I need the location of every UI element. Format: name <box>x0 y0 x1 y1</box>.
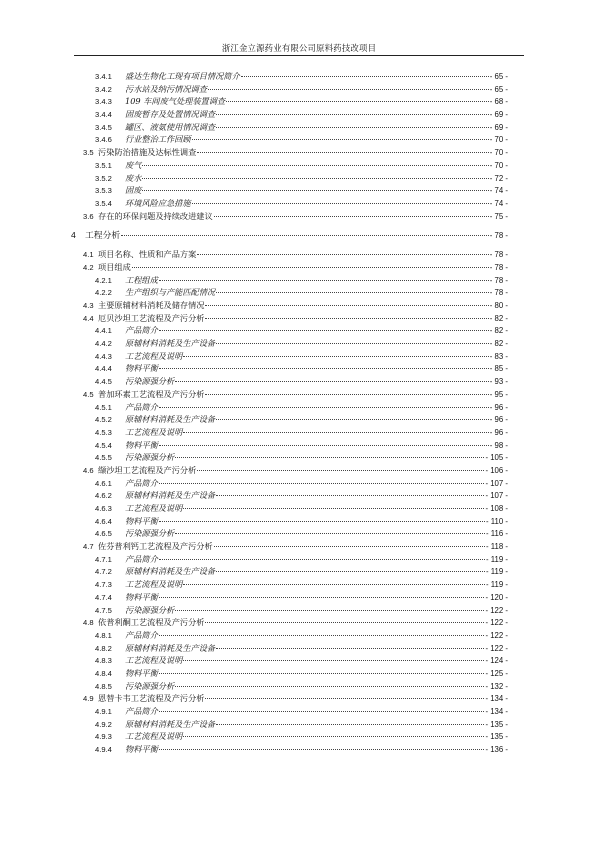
dot-leader <box>216 292 489 293</box>
toc-entry-page: - 80 - <box>489 301 508 310</box>
toc-entry-number: 4.8.5 <box>95 681 112 691</box>
toc-entry-page: - 125 - <box>485 668 508 678</box>
toc-entry-page: - 78 - <box>489 262 508 272</box>
dot-leader <box>175 686 484 687</box>
toc-entry-number: 4.5.2 <box>95 415 112 425</box>
toc-entry-title: 原辅材料消耗及生产设备 <box>125 642 216 653</box>
toc-entry[interactable] <box>0 261 595 274</box>
toc-entry[interactable] <box>0 413 595 426</box>
dot-leader <box>197 152 489 153</box>
toc-entry-number: 4.5.3 <box>95 427 112 437</box>
toc-entry-page: - 69 - <box>489 122 508 132</box>
toc-entry-title: 依普利酮工艺流程及产污分析 <box>98 617 205 628</box>
toc-entry-page: - 122 - <box>485 643 508 653</box>
toc-entry-title: 原辅材料消耗及生产设备 <box>125 490 216 501</box>
toc-entry-page: - 122 - <box>485 630 508 640</box>
dot-leader <box>175 610 484 611</box>
dot-leader <box>183 432 488 433</box>
dot-leader <box>208 89 489 90</box>
toc-entry[interactable] <box>0 515 595 528</box>
toc-entry-page: - 108 - <box>485 504 508 513</box>
toc-entry[interactable] <box>0 248 595 261</box>
toc-entry-number: 4.6.3 <box>95 504 112 513</box>
toc-entry[interactable] <box>0 146 595 159</box>
dot-leader <box>241 76 489 77</box>
toc-entry-page: - 65 - <box>489 72 508 81</box>
toc-entry[interactable] <box>0 464 595 477</box>
dot-leader <box>216 495 484 496</box>
dot-leader <box>197 470 484 471</box>
toc-entry[interactable] <box>0 578 595 591</box>
dot-leader <box>142 178 488 179</box>
toc-entry-title: 原辅材料消耗及生产设备 <box>125 566 216 577</box>
toc-entry-number: 4.7 <box>83 542 94 552</box>
toc-entry[interactable] <box>0 95 595 108</box>
toc-entry-number: 4.8 <box>83 618 94 628</box>
toc-entry-number: 4.8.2 <box>95 643 112 653</box>
dot-leader <box>175 457 484 458</box>
toc-entry-page: - 85 - <box>489 364 508 374</box>
toc-entry-page: - 106 - <box>485 465 508 475</box>
dot-leader <box>159 559 485 560</box>
toc-entry-number: 4.7.4 <box>95 592 112 602</box>
toc-entry-number: 4.7.1 <box>95 554 112 564</box>
dot-leader <box>159 483 485 484</box>
toc-entry-page: - 96 - <box>489 402 508 412</box>
toc-entry-title: 工艺流程及说明 <box>125 426 183 437</box>
toc-entry[interactable] <box>0 286 595 299</box>
toc-entry-page: - 107 - <box>485 478 508 488</box>
dot-leader <box>183 508 484 509</box>
dot-leader <box>183 356 488 357</box>
toc-entry-page: - 105 - <box>485 453 508 463</box>
toc-entry-page: - 74 - <box>489 186 508 196</box>
toc-entry-page: - 118 - <box>486 542 508 552</box>
toc-entry-number: 4.6.2 <box>95 491 112 501</box>
toc-entry-number: 4.4 <box>83 313 94 323</box>
toc-entry-number: 4.7.2 <box>95 567 112 577</box>
toc-entry[interactable] <box>0 375 595 388</box>
dot-leader <box>159 521 485 522</box>
toc-entry[interactable] <box>0 210 595 223</box>
dot-leader <box>216 114 489 115</box>
toc-entry-title: 废水 <box>125 172 142 183</box>
toc-entry-page: - 82 - <box>489 313 508 323</box>
toc-entry-title: 厄贝沙坦工艺流程及产污分析 <box>98 312 205 323</box>
toc-entry-page: - 78 - <box>489 250 508 260</box>
toc-entry-title: 工艺流程及说明 <box>125 503 183 513</box>
dot-leader <box>175 533 485 534</box>
toc-entry[interactable] <box>0 439 595 452</box>
toc-entry-number: 4.4.2 <box>95 339 112 349</box>
toc-entry-title: 工艺流程及说明 <box>125 579 183 590</box>
toc-entry-number: 3.5 <box>83 148 94 158</box>
dot-leader <box>121 235 489 236</box>
toc-entry-page: - 116 - <box>486 529 508 539</box>
toc-entry-number: 4.6.1 <box>95 478 112 488</box>
toc-entry[interactable] <box>0 591 595 604</box>
toc-entry-number: 4.2 <box>83 262 94 272</box>
toc-entry[interactable] <box>0 692 595 705</box>
toc-entry-title: 固废暂存及处置情况调查 <box>125 109 216 120</box>
toc-entry[interactable] <box>0 680 595 693</box>
toc-entry[interactable] <box>0 83 595 96</box>
toc-entry-title: 污染源强分析 <box>125 452 175 463</box>
dot-leader <box>216 419 489 420</box>
toc-entry-page: - 134 - <box>485 694 508 704</box>
toc-entry-number: 4.1 <box>83 250 94 260</box>
toc-entry-number: 3.4.2 <box>95 84 112 94</box>
toc-entry-title: 生产组织与产能匹配情况 <box>125 287 216 298</box>
dot-leader <box>159 280 489 281</box>
toc-entry-page: - 68 - <box>489 97 508 107</box>
toc-entry-number: 3.5.3 <box>95 186 112 196</box>
toc-entry-page: - 135 - <box>485 719 508 729</box>
toc-entry-number: 4.7.5 <box>95 605 112 615</box>
toc-entry-title: 废气 <box>125 159 142 170</box>
toc-entry[interactable] <box>0 616 595 629</box>
toc-entry-number: 3.5.2 <box>95 173 112 183</box>
toc-entry-page: - 135 - <box>485 732 508 742</box>
toc-entry-number: 4.4.5 <box>95 377 112 387</box>
toc-entry-title: 工艺流程及说明 <box>125 655 183 666</box>
toc-entry-number: 4.9 <box>83 694 94 704</box>
dot-leader <box>205 318 488 319</box>
toc-entry-title: 原辅材料消耗及生产设备 <box>125 718 216 729</box>
toc-entry-number: 3.5.4 <box>95 198 112 208</box>
toc-entry-number: 4.9.2 <box>95 719 112 729</box>
toc-entry-title: 普加环素工艺流程及产污分析 <box>98 388 205 399</box>
dot-leader <box>216 127 489 128</box>
toc-entry-page: - 65 - <box>489 84 508 94</box>
toc-entry-title: 环境风险应急措施 <box>125 197 191 208</box>
dot-leader <box>159 368 489 369</box>
toc-entry[interactable] <box>0 565 595 578</box>
toc-entry-title: 工程组成 <box>125 274 158 285</box>
toc-entry-title: 工程分析 <box>85 230 121 241</box>
toc-entry-title: 行业整治工作回顾 <box>125 134 191 145</box>
dot-leader <box>205 394 488 395</box>
toc-entry-title: 缬沙坦工艺流程及产污分析 <box>98 464 197 475</box>
toc-entry-title: 污染源强分析 <box>125 376 175 387</box>
toc-entry[interactable] <box>0 226 595 245</box>
toc-entry-number: 4.6 <box>83 465 94 475</box>
toc-entry-page: - 75 - <box>489 211 508 221</box>
toc-entry[interactable] <box>0 108 595 121</box>
toc-entry-title: 污染防治措施及达标性调查 <box>98 147 197 158</box>
toc-entry-title: 罐区、液氨使用情况调查 <box>125 121 216 132</box>
dot-leader <box>159 711 485 712</box>
toc-entry[interactable] <box>0 121 595 134</box>
dot-leader <box>159 330 489 331</box>
dot-leader <box>214 546 485 547</box>
toc-entry[interactable] <box>0 274 595 287</box>
toc-entry[interactable] <box>0 654 595 667</box>
toc-entry-page: - 70 - <box>489 135 508 145</box>
toc-entry[interactable] <box>0 70 595 83</box>
toc-entry[interactable] <box>0 401 595 414</box>
toc-entry[interactable] <box>0 540 595 553</box>
toc-entry-page: - 122 - <box>485 618 508 628</box>
toc-entry[interactable] <box>0 451 595 464</box>
toc-entry-number: 4.3 <box>83 301 94 310</box>
dot-leader <box>142 190 488 191</box>
toc-entry-page: - 132 - <box>485 681 508 691</box>
toc-entry[interactable] <box>0 159 595 172</box>
toc-entry-page: - 70 - <box>489 148 508 158</box>
toc-entry[interactable] <box>0 172 595 185</box>
dot-leader <box>159 673 485 674</box>
toc-entry-number: 3.4.4 <box>95 110 112 120</box>
toc-entry-page: - 119 - <box>486 567 508 577</box>
toc-entry-page: - 83 - <box>489 351 508 361</box>
dot-leader <box>205 305 488 306</box>
toc-entry-number: 4.5.4 <box>95 440 112 450</box>
dot-leader <box>192 139 489 140</box>
toc-entry-number: 4.2.1 <box>95 275 112 285</box>
toc-entry[interactable] <box>0 197 595 210</box>
dot-leader <box>216 648 484 649</box>
toc-entry[interactable] <box>0 642 595 655</box>
toc-entry[interactable] <box>0 705 595 718</box>
toc-entry-title: 原辅材料消耗及生产设备 <box>125 338 216 349</box>
toc-entry-title: 恩替卡韦工艺流程及产污分析 <box>98 693 205 704</box>
toc-entry-title: 产品简介 <box>125 401 158 412</box>
toc-entry-title: 存在的环保问题及持续改进建议 <box>98 210 213 221</box>
toc-entry-title: 佐芬普利钙工艺流程及产污分析 <box>98 541 213 552</box>
dot-leader <box>159 597 485 598</box>
toc-entry-number: 4.4.3 <box>95 351 112 361</box>
toc-entry-title: 产品简介 <box>125 553 158 564</box>
dot-leader <box>142 165 488 166</box>
header-rule <box>74 55 524 56</box>
dot-leader <box>216 343 489 344</box>
toc-entry-title: 工艺流程及说明 <box>125 350 183 361</box>
toc-entry-number: 4.8.3 <box>95 656 112 666</box>
toc-entry-page: - 119 - <box>486 580 508 590</box>
toc-entry-page: - 110 - <box>486 516 508 526</box>
toc-entry[interactable] <box>0 667 595 680</box>
toc-entry-title: 物料平衡 <box>125 667 158 678</box>
toc-entry-page: - 78 - <box>489 275 508 285</box>
toc-entry-title: 主要原辅材料消耗及储存情况 <box>98 300 205 310</box>
toc-entry[interactable] <box>0 604 595 617</box>
dot-leader <box>192 203 489 204</box>
toc-entry-page: - 70 - <box>489 160 508 170</box>
toc-entry[interactable] <box>0 489 595 502</box>
dot-leader <box>205 622 484 623</box>
toc-entry-number: 4 <box>71 230 76 241</box>
toc-entry[interactable] <box>0 629 595 642</box>
toc-entry-page: - 96 - <box>489 415 508 425</box>
toc-entry[interactable] <box>0 350 595 363</box>
toc-entry[interactable] <box>0 527 595 540</box>
toc-entry[interactable] <box>0 184 595 197</box>
toc-entry-page: - 82 - <box>489 326 508 336</box>
toc-entry-page: - 98 - <box>489 440 508 450</box>
toc-entry-number: 4.5.1 <box>95 402 112 412</box>
toc-entry[interactable] <box>0 477 595 490</box>
toc-entry-number: 4.6.5 <box>95 529 112 539</box>
toc-entry[interactable] <box>0 743 595 756</box>
toc-entry-number: 4.5.5 <box>95 453 112 463</box>
toc-entry-page: - 119 - <box>486 554 508 564</box>
toc-entry-page: - 74 - <box>489 198 508 208</box>
toc-entry-number: 3.4.1 <box>95 72 112 81</box>
dot-leader <box>159 407 489 408</box>
toc-entry-title: 工艺流程及说明 <box>125 731 183 742</box>
dot-leader <box>216 724 484 725</box>
toc-entry-title: 物料平衡 <box>125 744 158 755</box>
toc-entry-number: 4.8.1 <box>95 630 112 640</box>
toc-entry-number: 4.5 <box>83 389 94 399</box>
toc-entry-page: - 95 - <box>489 389 508 399</box>
toc-entry-page: - 124 - <box>485 656 508 666</box>
toc-entry-page: - 72 - <box>489 173 508 183</box>
page-header: 浙江金立源药业有限公司原料药技改项目 <box>221 43 377 53</box>
toc-entry-page: - 134 - <box>485 707 508 716</box>
toc-entry-page: - 69 - <box>489 110 508 120</box>
toc-entry-number: 4.9.3 <box>95 732 112 742</box>
toc-entry-title: 物料平衡 <box>125 439 158 450</box>
toc-entry-page: - 78 - <box>489 231 508 241</box>
dot-leader <box>183 736 484 737</box>
toc-entry-page: - 122 - <box>485 605 508 615</box>
toc-entry[interactable] <box>0 553 595 566</box>
toc-entry[interactable] <box>0 362 595 375</box>
toc-entry-number: 4.2.2 <box>95 288 112 298</box>
toc-entry[interactable] <box>0 502 595 515</box>
toc-entry-title: 项目名称、性质和产品方案 <box>98 249 197 260</box>
toc-entry-page: - 93 - <box>489 377 508 387</box>
toc-entry-title: 物料平衡 <box>125 363 158 374</box>
toc-entry-number: 4.4.4 <box>95 364 112 374</box>
toc-entry-page: - 96 - <box>489 427 508 437</box>
toc-entry-title: 盛达生物化工现有项目情况简介 <box>125 71 240 81</box>
toc-entry-title: 原辅材料消耗及生产设备 <box>125 414 216 425</box>
toc-entry-title: 产品简介 <box>125 325 158 336</box>
toc-entry-number: 3.4.3 <box>95 97 112 107</box>
toc-entry-page: - 107 - <box>485 491 508 501</box>
toc-entry-number: 4.9.4 <box>95 745 112 755</box>
toc-entry-title: 污染源强分析 <box>125 680 175 691</box>
toc-entry-title: 污水站及纳污情况调查 <box>125 83 207 94</box>
table-of-contents <box>0 70 595 756</box>
toc-entry-page: - 136 - <box>485 745 508 755</box>
toc-entry-title: 污染源强分析 <box>125 604 175 615</box>
toc-entry[interactable] <box>0 312 595 325</box>
dot-leader <box>175 381 489 382</box>
dot-leader <box>214 216 489 217</box>
dot-leader <box>132 267 489 268</box>
toc-entry-title: 项目组成 <box>98 261 131 272</box>
toc-entry[interactable] <box>0 388 595 401</box>
dot-leader <box>159 445 489 446</box>
dot-leader <box>159 635 485 636</box>
toc-entry-number: 4.7.3 <box>95 580 112 590</box>
toc-entry-number: 4.8.4 <box>95 668 112 678</box>
toc-entry-number: 4.4.1 <box>95 326 112 336</box>
toc-entry-title: 物料平衡 <box>125 591 158 602</box>
toc-entry-number: 3.4.5 <box>95 122 112 132</box>
toc-entry[interactable] <box>0 718 595 731</box>
toc-entry[interactable] <box>0 426 595 439</box>
toc-entry[interactable] <box>0 299 595 312</box>
toc-entry-number: 3.6 <box>83 211 94 221</box>
dot-leader <box>159 749 485 750</box>
dot-leader <box>226 101 489 102</box>
toc-entry[interactable] <box>0 730 595 743</box>
toc-entry-title: 污染源强分析 <box>125 528 175 539</box>
toc-entry-number: 4.6.4 <box>95 516 112 526</box>
toc-entry-page: - 78 - <box>489 288 508 298</box>
dot-leader <box>183 584 485 585</box>
toc-entry-title: 物料平衡 <box>125 515 158 526</box>
toc-entry[interactable] <box>0 133 595 146</box>
toc-entry-title: 产品简介 <box>125 706 158 716</box>
toc-entry-number: 3.4.6 <box>95 135 112 145</box>
toc-entry-title: 产品简介 <box>125 629 158 640</box>
dot-leader <box>197 254 489 255</box>
toc-entry[interactable] <box>0 337 595 350</box>
toc-entry-title: 109 车间废气处理装置调查 <box>125 96 226 107</box>
dot-leader <box>216 571 485 572</box>
toc-entry-page: - 120 - <box>485 592 508 602</box>
toc-entry-title: 产品简介 <box>125 477 158 488</box>
toc-entry-page: - 82 - <box>489 339 508 349</box>
dot-leader <box>205 698 484 699</box>
dot-leader <box>183 660 484 661</box>
toc-entry[interactable] <box>0 324 595 337</box>
toc-entry-number: 3.5.1 <box>95 160 112 170</box>
toc-entry-number: 4.9.1 <box>95 707 112 716</box>
toc-entry-title: 固废 <box>125 185 142 196</box>
